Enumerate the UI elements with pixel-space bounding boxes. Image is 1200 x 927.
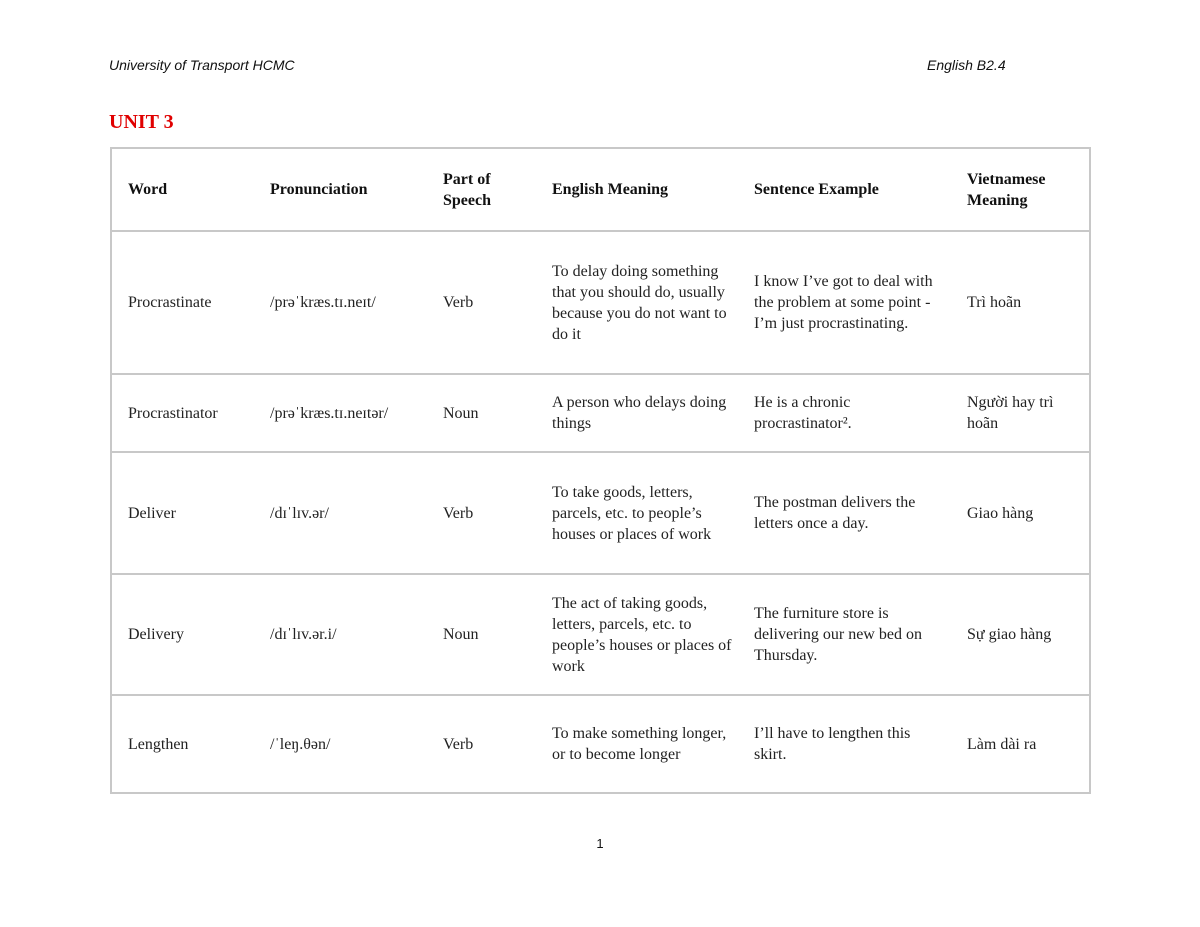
cell-vietnamese-meaning: Giao hàng bbox=[951, 452, 1090, 574]
page-number: 1 bbox=[596, 836, 604, 851]
cell-english-meaning: The act of taking goods, letters, parcels, etc. to people’s houses or places of work bbox=[536, 574, 738, 695]
cell-sentence-example: I’ll have to lengthen this skirt. bbox=[738, 695, 951, 793]
cell-pronunciation: /dɪˈlɪv.ər.i/ bbox=[254, 574, 427, 695]
header-institution: University of Transport HCMC bbox=[109, 57, 295, 73]
column-header-word: Word bbox=[111, 148, 254, 231]
cell-word: Lengthen bbox=[111, 695, 254, 793]
table-row bbox=[111, 574, 1090, 695]
cell-part-of-speech: Verb bbox=[427, 695, 536, 793]
table-row bbox=[111, 695, 1090, 793]
cell-vietnamese-meaning: Trì hoãn bbox=[951, 231, 1090, 374]
cell-part-of-speech: Noun bbox=[427, 374, 536, 452]
column-header-part-of-speech: Part of Speech bbox=[427, 148, 536, 231]
cell-vietnamese-meaning: Sự giao hàng bbox=[951, 574, 1090, 695]
table-header-row bbox=[111, 148, 1090, 231]
cell-pronunciation: /ˈleŋ.θən/ bbox=[254, 695, 427, 793]
header-course: English B2.4 bbox=[927, 57, 1006, 73]
column-header-sentence-example: Sentence Example bbox=[738, 148, 951, 231]
cell-word: Deliver bbox=[111, 452, 254, 574]
cell-english-meaning: To delay doing something that you should do, usually because you do not want to do it bbox=[536, 231, 738, 374]
cell-english-meaning: To make something longer, or to become longer bbox=[536, 695, 738, 793]
cell-word: Delivery bbox=[111, 574, 254, 695]
cell-word: Procrastinator bbox=[111, 374, 254, 452]
cell-part-of-speech: Verb bbox=[427, 452, 536, 574]
cell-vietnamese-meaning: Làm dài ra bbox=[951, 695, 1090, 793]
table-row bbox=[111, 452, 1090, 574]
table-row bbox=[111, 374, 1090, 452]
column-header-pronunciation: Pronunciation bbox=[254, 148, 427, 231]
cell-english-meaning: A person who delays doing things bbox=[536, 374, 738, 452]
cell-sentence-example: The postman delivers the letters once a day. bbox=[738, 452, 951, 574]
cell-part-of-speech: Noun bbox=[427, 574, 536, 695]
cell-sentence-example: He is a chronic procrastinator². bbox=[738, 374, 951, 452]
column-header-vietnamese-meaning: Vietnamese Meaning bbox=[951, 148, 1090, 231]
cell-part-of-speech: Verb bbox=[427, 231, 536, 374]
cell-sentence-example: I know I’ve got to deal with the problem at some point - I’m just procrastinating. bbox=[738, 231, 951, 374]
cell-english-meaning: To take goods, letters, parcels, etc. to people’s houses or places of work bbox=[536, 452, 738, 574]
vocabulary-table bbox=[110, 147, 1091, 794]
cell-pronunciation: /dɪˈlɪv.ər/ bbox=[254, 452, 427, 574]
column-header-english-meaning: English Meaning bbox=[536, 148, 738, 231]
cell-sentence-example: The furniture store is delivering our new bed on Thursday. bbox=[738, 574, 951, 695]
cell-vietnamese-meaning: Người hay trì hoãn bbox=[951, 374, 1090, 452]
cell-pronunciation: /prəˈkræs.tɪ.neɪt/ bbox=[254, 231, 427, 374]
cell-pronunciation: /prəˈkræs.tɪ.neɪtər/ bbox=[254, 374, 427, 452]
cell-word: Procrastinate bbox=[111, 231, 254, 374]
table-row bbox=[111, 231, 1090, 374]
unit-title: UNIT 3 bbox=[109, 111, 174, 133]
